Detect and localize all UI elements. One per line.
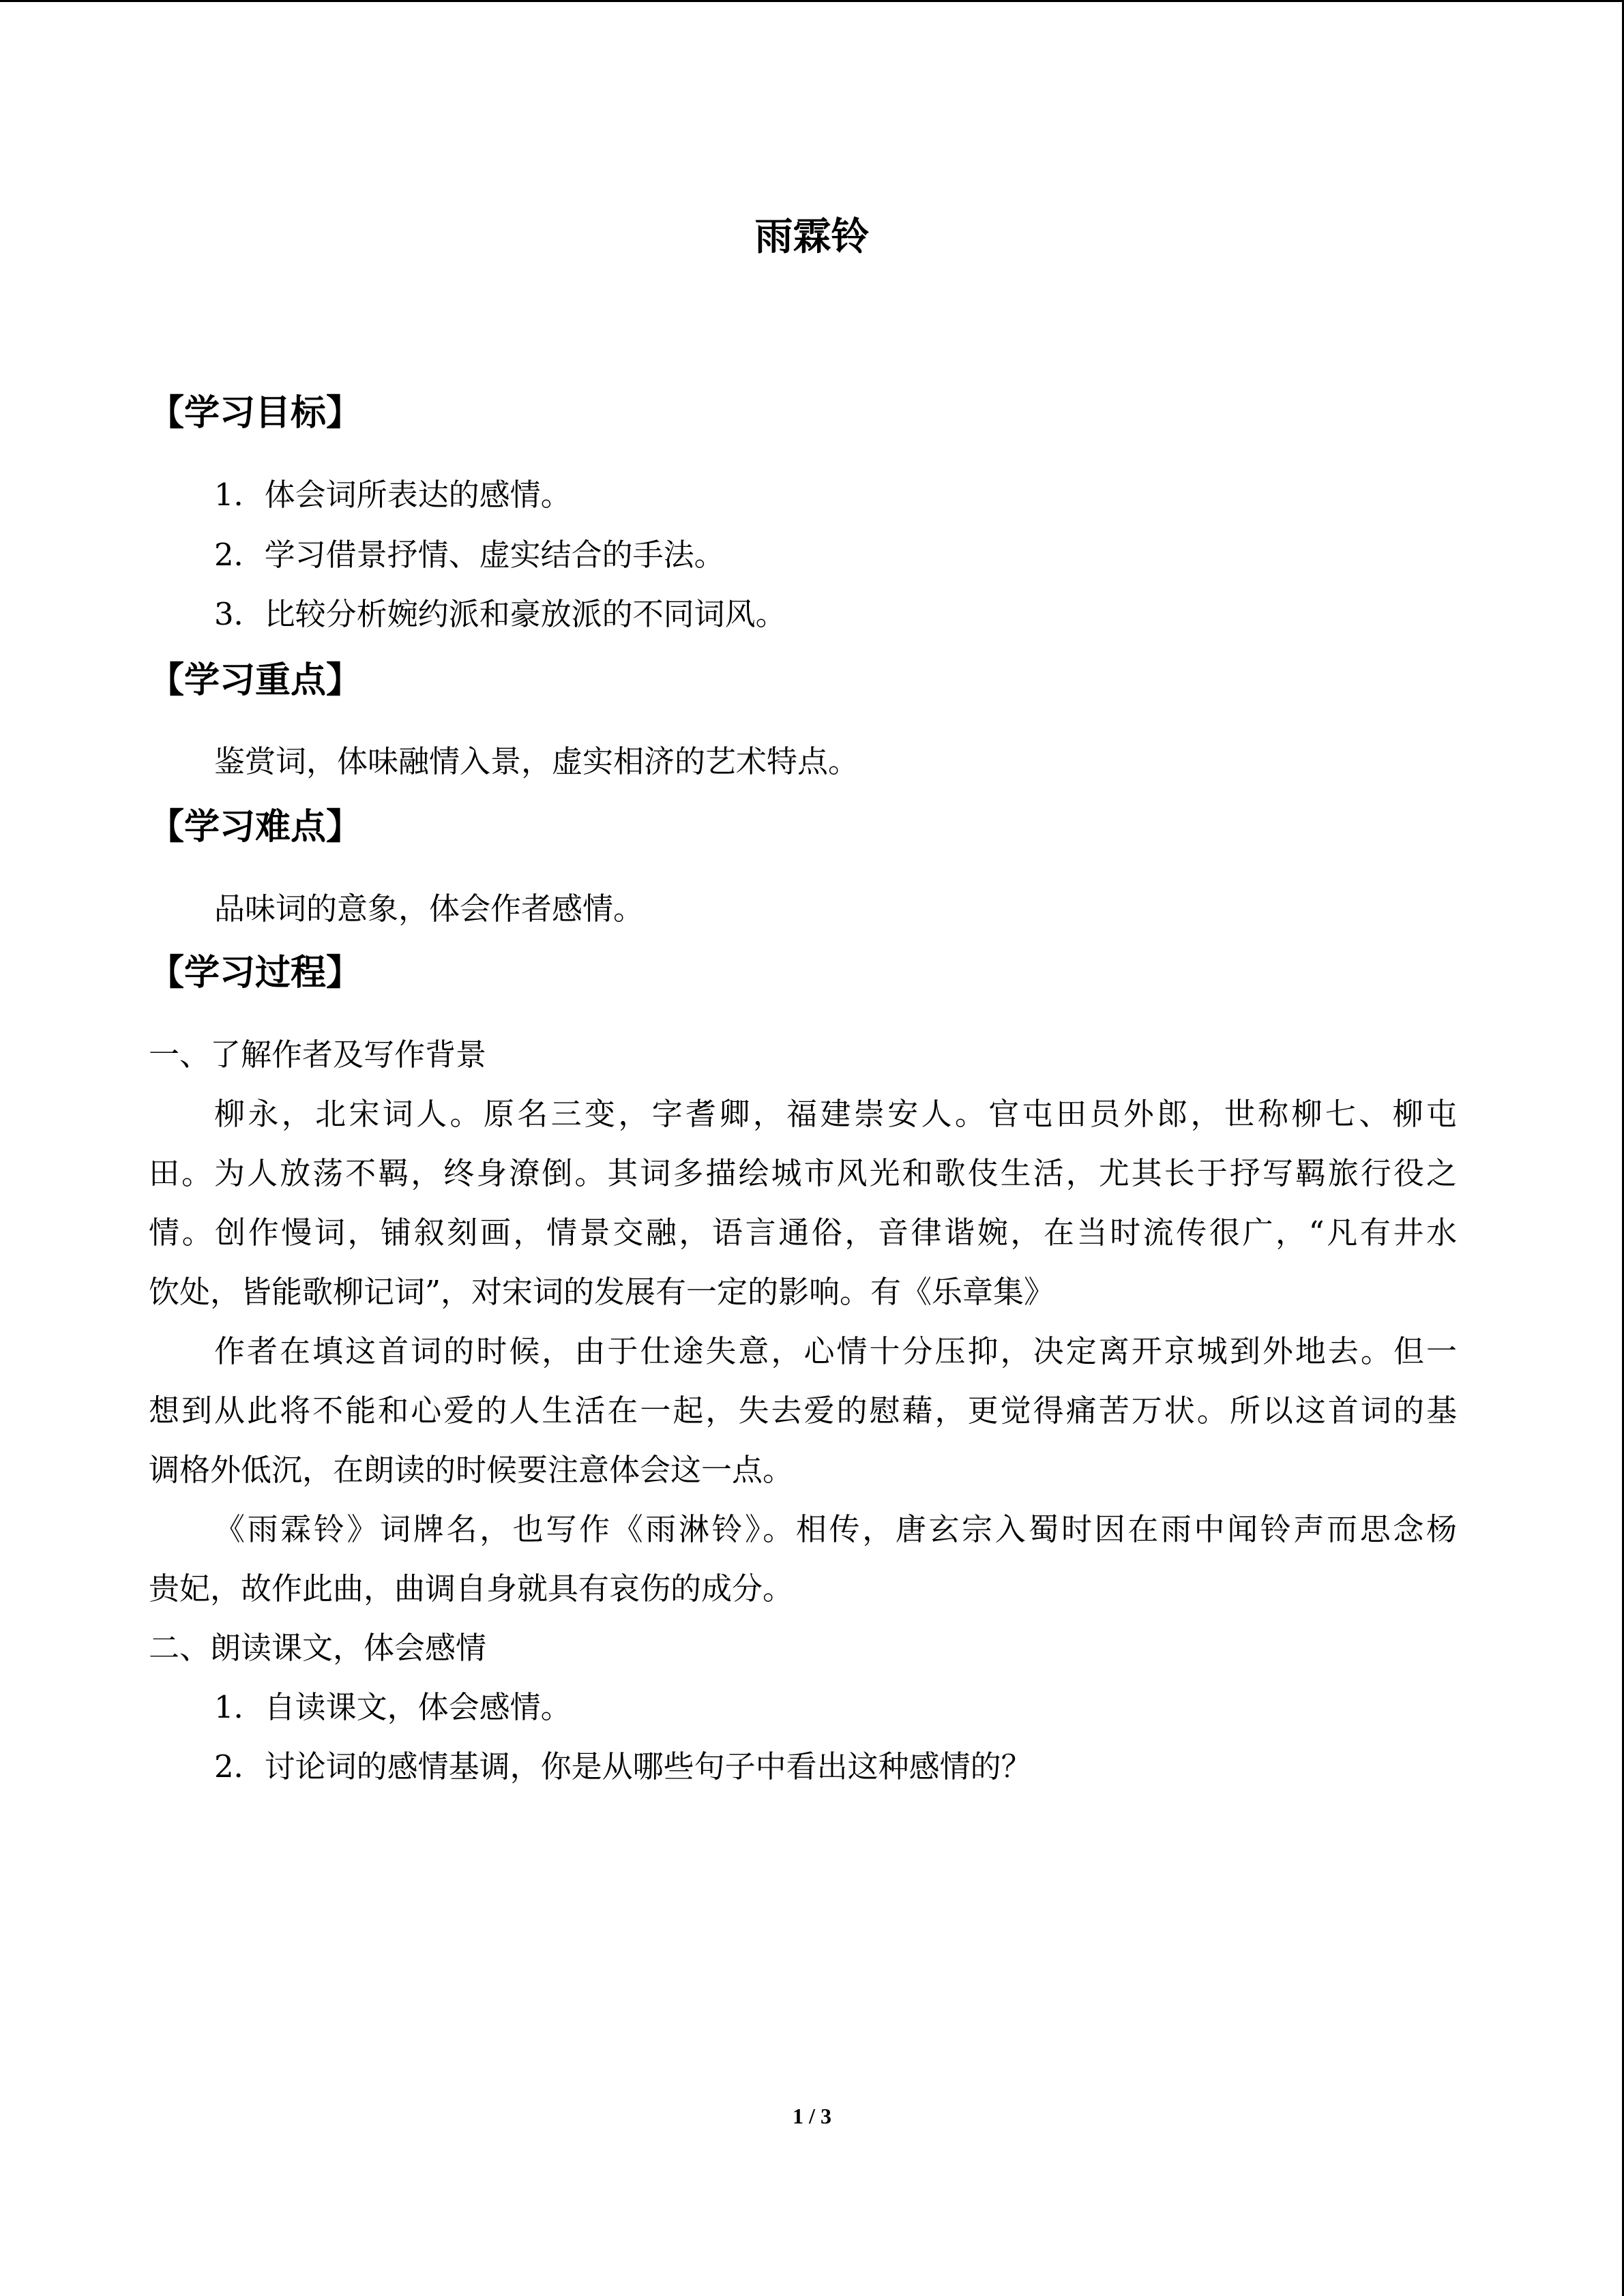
page-border-top	[0, 0, 1624, 2]
cipai-line-1: 《雨霖铃》词牌名，也写作《雨淋铃》。相传，唐玄宗入蜀时因在雨中闻铃声而思念杨	[214, 1511, 1457, 1547]
author-bio-line-3: 情。创作慢词，铺叙刻画，情景交融，语言通俗，音律谐婉，在当时流传很广，“凡有井水	[149, 1214, 1457, 1251]
section-heading-key-points: 【学习重点】	[149, 660, 362, 701]
process-part1-title: 一、了解作者及写作背景	[149, 1037, 487, 1073]
author-bio-line-2: 田。为人放荡不羁，终身潦倒。其词多描绘城市风光和歌伎生活，尤其长于抒写羁旅行役之	[149, 1155, 1457, 1191]
page-number: 1 / 3	[793, 2104, 831, 2128]
background-line-1: 作者在填这首词的时候，由于仕途失意，心情十分压抑，决定离开京城到外地去。但一	[214, 1333, 1457, 1369]
objective-item-1: 1．体会词所表达的感情。	[214, 477, 572, 513]
background-line-2: 想到从此将不能和心爱的人生活在一起，失去爱的慰藉，更觉得痛苦万状。所以这首词的基	[149, 1392, 1457, 1429]
section-heading-process: 【学习过程】	[149, 953, 362, 994]
difficulties-text: 品味词的意象，体会作者感情。	[214, 891, 645, 927]
key-points-text: 鉴赏词，体味融情入景，虚实相济的艺术特点。	[214, 743, 859, 779]
author-bio-line-1: 柳永，北宋词人。原名三变，字耆卿，福建崇安人。官屯田员外郎，世称柳七、柳屯	[214, 1096, 1457, 1132]
part2-item-1: 1．自读课文，体会感情。	[214, 1689, 572, 1725]
author-bio-line-4: 饮处，皆能歌柳记词”，对宋词的发展有一定的影响。有《乐章集》	[149, 1274, 1055, 1310]
process-part2-title: 二、朗读课文，体会感情	[149, 1630, 487, 1666]
objective-item-2: 2．学习借景抒情、虚实结合的手法。	[214, 537, 725, 573]
objective-item-3: 3．比较分析婉约派和豪放派的不同词风。	[214, 596, 786, 632]
background-line-3: 调格外低沉，在朗读的时候要注意体会这一点。	[149, 1452, 794, 1488]
section-heading-objectives: 【学习目标】	[149, 393, 362, 434]
cipai-line-2: 贵妃，故作此曲，曲调自身就具有哀伤的成分。	[149, 1570, 794, 1607]
document-title: 雨霖铃	[754, 215, 870, 259]
part2-item-2: 2．讨论词的感情基调，你是从哪些句子中看出这种感情的？	[214, 1748, 1032, 1785]
section-heading-difficulties: 【学习难点】	[149, 807, 362, 848]
